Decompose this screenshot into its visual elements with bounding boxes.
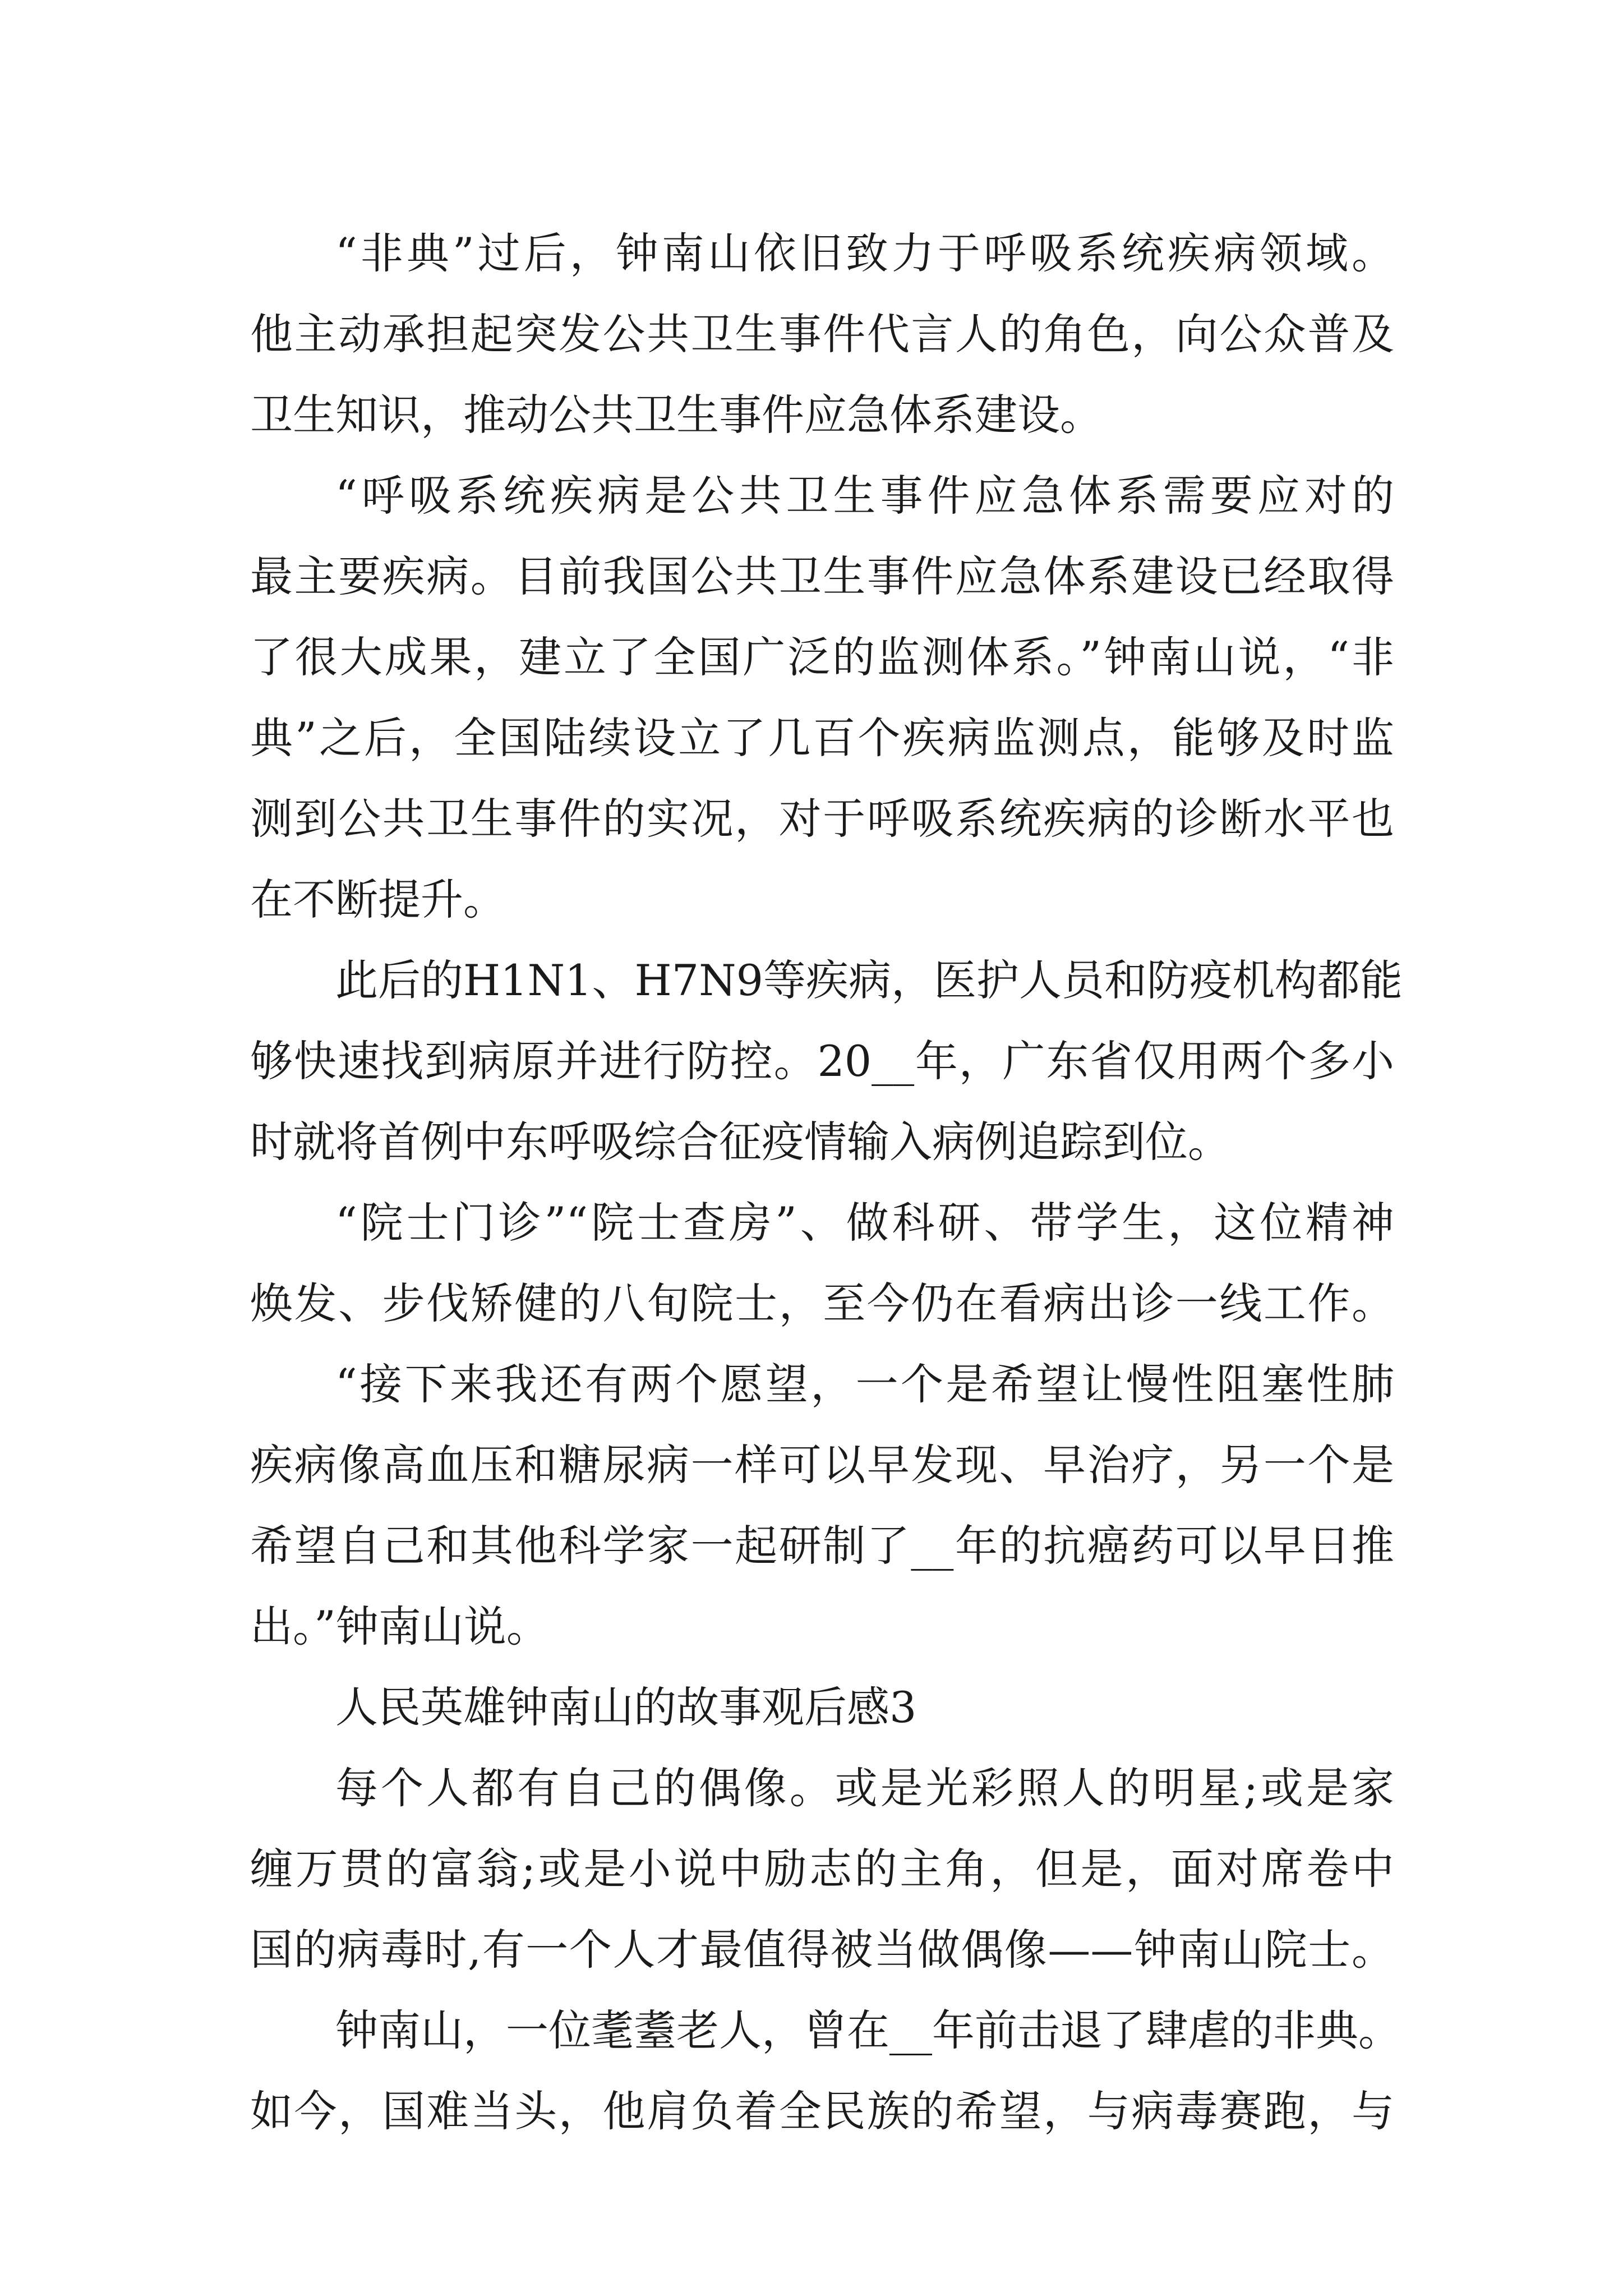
document-body xyxy=(250,213,1403,2152)
text-line: 钟南山，一位耄耋老人，曾在__年前击退了肆虐的非典。 xyxy=(335,2005,1401,2055)
text-line: 最主要疾病。目前我国公共卫生事件应急体系建设已经取得 xyxy=(250,551,1394,601)
text-line: 国的病毒时,有一个人才最值得被当做偶像——钟南山院士。 xyxy=(250,1925,1394,1975)
text-line: 他主动承担起突发公共卫生事件代言人的角色，向公众普及 xyxy=(250,309,1394,359)
text-line: “呼吸系统疾病是公共卫生事件应急体系需要应对的 xyxy=(335,471,1394,521)
text-line: 如今，国难当头，他肩负着全民族的希望，与病毒赛跑，与 xyxy=(250,2086,1394,2136)
text-line: 卫生知识，推动公共卫生事件应急体系建设。 xyxy=(250,390,1103,440)
text-line: 时就将首例中东呼吸综合征疫情输入病例追踪到位。 xyxy=(250,1117,1230,1167)
text-line: “院士门诊”“院士查房”、做科研、带学生，这位精神 xyxy=(335,1198,1394,1248)
text-line: 典”之后，全国陆续设立了几百个疾病监测点，能够及时监 xyxy=(250,713,1394,763)
text-line: 缠万贯的富翁;或是小说中励志的主角，但是，面对席卷中 xyxy=(250,1844,1394,1894)
text-line: 疾病像高血压和糖尿病一样可以早发现、早治疗，另一个是 xyxy=(250,1440,1394,1490)
text-line: 测到公共卫生事件的实况，对于呼吸系统疾病的诊断水平也 xyxy=(250,794,1394,844)
text-line: “非典”过后，钟南山依旧致力于呼吸系统疾病领域。 xyxy=(335,228,1394,278)
text-line: 希望自己和其他科学家一起研制了__年的抗癌药可以早日推 xyxy=(250,1521,1394,1571)
text-line: “接下来我还有两个愿望，一个是希望让慢性阻塞性肺 xyxy=(335,1359,1394,1409)
text-line: 焕发、步伐矫健的八旬院士，至今仍在看病出诊一线工作。 xyxy=(250,1278,1394,1328)
text-line: 出。”钟南山说。 xyxy=(250,1602,549,1651)
text-line: 每个人都有自己的偶像。或是光彩照人的明星;或是家 xyxy=(335,1763,1394,1813)
text-line: 在不断提升。 xyxy=(250,875,506,924)
text-line: 此后的H1N1、H7N9等疾病，医护人员和防疫机构都能 xyxy=(335,955,1403,1005)
text-line: 人民英雄钟南山的故事观后感3 xyxy=(335,1682,917,1732)
text-line: 够快速找到病原并进行防控。20__年，广东省仅用两个多小 xyxy=(250,1036,1394,1086)
text-line: 了很大成果，建立了全国广泛的监测体系。”钟南山说，“非 xyxy=(250,632,1394,682)
